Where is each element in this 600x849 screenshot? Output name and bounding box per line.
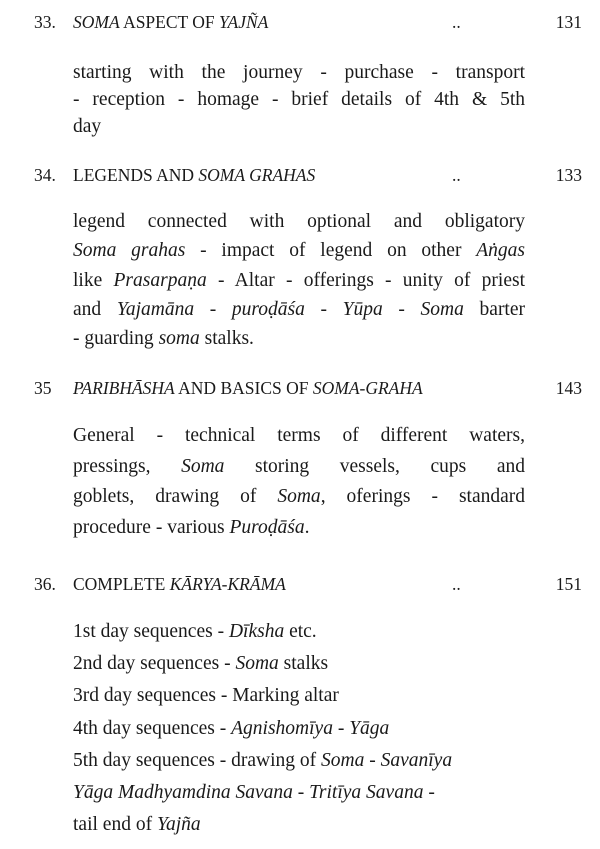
chapter-number: 35: [34, 378, 52, 398]
text-segment: - reception - homage - brief details of 4th & 5th: [73, 89, 525, 110]
text-segment: storing vessels, cups and: [224, 455, 525, 477]
text-segment: tail end of: [73, 814, 157, 836]
text-segment: Yūpa: [342, 298, 383, 320]
text-segment: stalks: [278, 653, 329, 675]
text-segment: and: [73, 298, 117, 320]
chapter-number: 34.: [34, 165, 56, 185]
text-segment: 5th day sequences - drawing of: [73, 749, 322, 771]
summary-line: [73, 266, 525, 295]
text-segment: Aṅgas: [476, 240, 525, 262]
text-segment: .: [304, 517, 310, 539]
text-segment: Puroḍāśa: [229, 517, 305, 539]
page-number: 131: [555, 12, 582, 32]
text-segment: Soma - Savanīya: [321, 749, 453, 771]
text-segment: starting with the journey - purchase - transport: [73, 62, 525, 83]
text-segment: -: [304, 298, 343, 320]
page-number: 151: [555, 574, 582, 594]
text-segment: Dīksha: [228, 621, 285, 642]
toc-entry-heading: [0, 572, 600, 596]
chapter-summary: [73, 207, 525, 353]
chapter-summary: [73, 616, 525, 841]
text-segment: PARIBHĀSHA: [73, 378, 175, 398]
text-segment: -: [423, 782, 435, 804]
text-segment: Soma grahas: [73, 240, 186, 262]
text-segment: - Altar - offerings - unity of priest: [206, 269, 525, 291]
summary-line: [73, 207, 525, 236]
page-number: 133: [555, 165, 582, 185]
summary-line: [73, 86, 525, 113]
text-segment: 4th day sequences -: [73, 717, 232, 739]
summary-line: [73, 482, 525, 513]
chapter-summary: [73, 421, 525, 544]
leader-dots: ..: [452, 165, 461, 185]
chapter-title: [73, 376, 423, 400]
text-segment: 1st day sequences -: [73, 621, 229, 642]
chapter-number: 36.: [34, 574, 56, 594]
summary-line: [73, 777, 525, 809]
summary-line: [73, 513, 525, 544]
text-segment: -: [382, 298, 421, 320]
summary-line: [73, 452, 525, 483]
text-segment: Yajamāna: [116, 298, 195, 320]
chapter-summary: [73, 59, 525, 140]
text-segment: , oferings - standard: [320, 486, 525, 508]
text-segment: Prasarpaṇa: [113, 269, 207, 291]
chapter-number: 33.: [34, 12, 56, 32]
chapter-title: [73, 163, 315, 187]
leader-dots: ..: [452, 574, 461, 594]
summary-line: [73, 236, 525, 265]
text-segment: SOMA GRAHAS: [198, 165, 316, 185]
leader-dots: ..: [452, 12, 461, 32]
text-segment: puroḍāśa: [231, 298, 305, 320]
chapter-title: [73, 572, 286, 596]
summary-line: [73, 59, 525, 86]
text-segment: LEGENDS AND: [73, 165, 199, 185]
summary-line: [73, 324, 525, 353]
text-segment: SOMA: [73, 12, 120, 32]
text-segment: stalks.: [199, 328, 254, 350]
summary-line: [73, 809, 525, 841]
toc-entry-heading: [0, 163, 600, 187]
summary-line: [73, 713, 525, 745]
text-segment: barter: [463, 298, 525, 320]
text-segment: Yāga Madhyamdina Savana - Tritīya Savana: [73, 782, 424, 804]
summary-line: [73, 745, 525, 777]
summary-line: [73, 680, 525, 712]
summary-line: [73, 295, 525, 324]
summary-line: [73, 648, 525, 680]
text-segment: Soma: [181, 455, 225, 477]
text-segment: KĀRYA-KRĀMA: [169, 574, 286, 594]
text-segment: General - technical terms of different waters,: [73, 425, 525, 446]
text-segment: procedure - various: [73, 517, 230, 539]
chapter-title: [73, 10, 268, 34]
text-segment: AND BASICS OF: [174, 378, 313, 398]
text-segment: pressings,: [73, 455, 182, 477]
text-segment: COMPLETE: [73, 574, 170, 594]
text-segment: day: [73, 116, 102, 137]
text-segment: 3rd day sequences - Marking altar: [73, 685, 339, 707]
toc-entry-heading: [0, 10, 600, 34]
text-segment: ASPECT OF: [119, 12, 220, 32]
summary-line: [73, 616, 525, 648]
text-segment: Soma: [277, 486, 321, 508]
text-segment: Agnishomīya - Yāga: [231, 717, 390, 739]
text-segment: Yajña: [156, 814, 201, 836]
summary-line: [73, 113, 525, 140]
text-segment: soma: [158, 328, 200, 350]
text-segment: - impact of legend on other: [185, 240, 477, 262]
page-number: 143: [555, 378, 582, 398]
text-segment: etc.: [284, 621, 317, 642]
summary-line: [73, 421, 525, 452]
text-segment: SOMA-GRAHA: [312, 378, 423, 398]
text-segment: legend connected with optional and obligatory: [73, 211, 525, 232]
toc-entry-heading: [0, 376, 600, 400]
text-segment: - guarding: [73, 328, 159, 350]
text-segment: -: [194, 298, 232, 320]
text-segment: Soma: [420, 298, 464, 320]
text-segment: YAJÑA: [219, 12, 269, 32]
text-segment: like: [73, 269, 114, 291]
text-segment: 2nd day sequences -: [73, 653, 236, 675]
text-segment: Soma: [235, 653, 279, 675]
text-segment: goblets, drawing of: [73, 486, 278, 508]
